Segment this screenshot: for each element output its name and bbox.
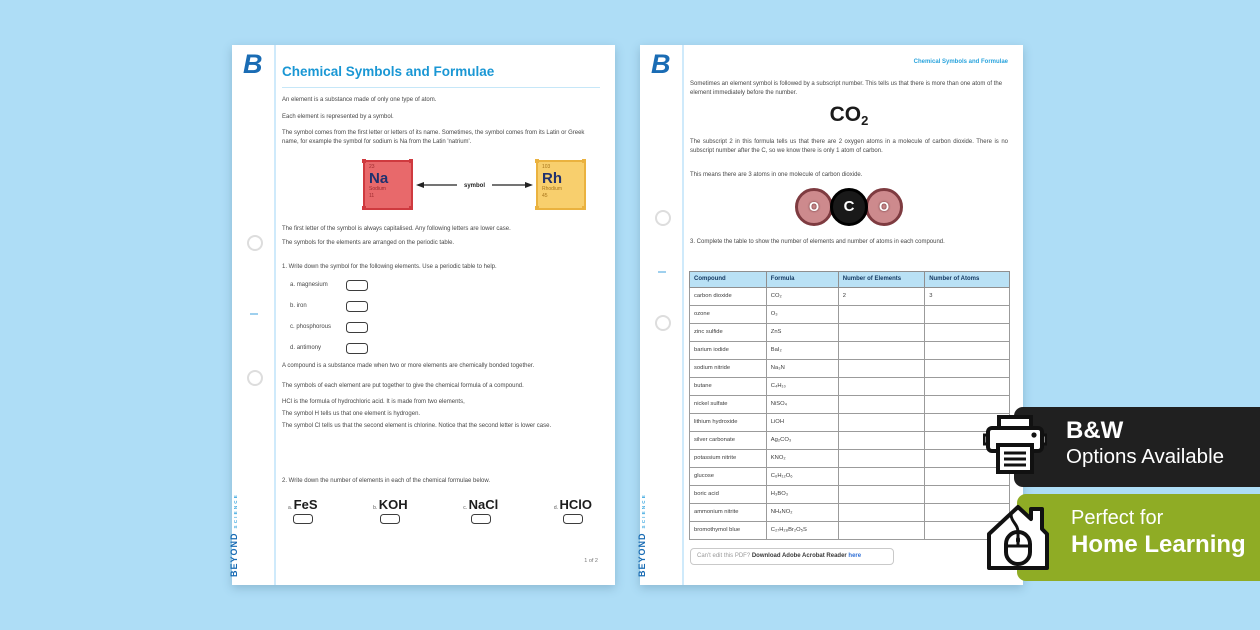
home-badge-text (1071, 507, 1246, 560)
paragraph: Each element is represented by a symbol. (282, 113, 394, 120)
formula-cell: ZnS (766, 324, 838, 342)
compound-cell: sodium nitride (690, 360, 767, 378)
question-1-row (290, 280, 600, 292)
compound-cell: ozone (690, 306, 767, 324)
pdf-note-action: Download Adobe Acrobat Reader (751, 553, 847, 559)
atoms-count-cell[interactable]: 3 (925, 288, 1010, 306)
compound-cell: bromothymol blue (690, 522, 767, 540)
table-head (690, 272, 1010, 288)
formula-cell: Ag₂CO₃ (766, 432, 838, 450)
question-3-prompt: 3. Complete the table to show the number of elements and number of atoms in each compound. (690, 239, 945, 245)
formula-cell: C₂₇H₂₈Br₂O₅S (766, 522, 838, 540)
item-letter: d. (290, 345, 296, 352)
symbol-connector (415, 180, 534, 190)
bw-badge-text (1066, 418, 1224, 471)
atoms-count-cell[interactable] (925, 342, 1010, 360)
element-symbol: Na (369, 169, 389, 187)
table-row (690, 324, 1010, 342)
compound-cell: boric acid (690, 486, 767, 504)
question-1-items (282, 280, 600, 355)
home-learning-icon (985, 500, 1051, 574)
elements-count-cell[interactable] (838, 486, 924, 504)
formula-cell: CO₂ (766, 288, 838, 306)
page-number: 1 of 2 (584, 558, 598, 565)
page-title: Chemical Symbols and Formulae (282, 64, 495, 79)
element-item-label (290, 344, 346, 353)
paragraph: This means there are 3 atoms in one molecule of carbon dioxide. (690, 172, 863, 178)
chemical-formula (373, 498, 408, 511)
home-badge-line1: Perfect for (1071, 507, 1164, 529)
formula-cell: O₃ (766, 306, 838, 324)
question-2-items (282, 498, 600, 524)
hole-punch-mark (247, 370, 263, 386)
atomic-number: 45 (542, 192, 548, 199)
answer-box[interactable] (293, 514, 313, 524)
periodic-tile-sodium (363, 160, 413, 210)
compound-cell: lithium hydroxide (690, 414, 767, 432)
formula-cell: C₆H₁₂O₆ (766, 468, 838, 486)
subscript-explainer (690, 138, 1008, 155)
compound-cell: glucose (690, 468, 767, 486)
table-header-cell: Formula (766, 272, 838, 288)
table-row (690, 486, 1010, 504)
beyond-logo-icon: B (243, 49, 263, 79)
formula-cell: BaI₂ (766, 342, 838, 360)
co2-molecule-diagram (690, 184, 1008, 230)
page2-content (690, 45, 1008, 585)
formula-main: CO (829, 103, 862, 126)
answer-box[interactable] (346, 280, 368, 291)
brand-subname: SCIENCE (641, 493, 646, 529)
item-name: iron (296, 303, 307, 310)
item-letter: c. (463, 504, 468, 511)
answer-box[interactable] (346, 301, 368, 312)
brand-subname: SCIENCE (233, 493, 238, 529)
question-1-prompt: 1. Write down the symbol for the following elements. Use a periodic table to help. (282, 264, 497, 270)
answer-box[interactable] (563, 514, 583, 524)
formula-item (554, 498, 592, 524)
home-badge-line2: Home Learning (1071, 531, 1246, 558)
worksheet-page-2 (637, 45, 1023, 585)
compound-cell: zinc sulfide (690, 324, 767, 342)
bw-options-badge (1014, 407, 1260, 487)
table-row (690, 414, 1010, 432)
item-letter: c. (290, 324, 295, 331)
elements-count-cell[interactable] (838, 468, 924, 486)
elements-count-cell[interactable] (838, 378, 924, 396)
elements-count-cell[interactable] (838, 450, 924, 468)
mass-number: 103 (542, 164, 551, 170)
title-divider (282, 87, 600, 88)
paragraph: The symbols of each element are put together to give the chemical formula of a compound. (282, 382, 524, 389)
elements-count-cell[interactable] (838, 522, 924, 540)
printer-icon (983, 414, 1047, 478)
formula-item (373, 498, 408, 524)
chemical-formula (554, 498, 592, 511)
atoms-count-cell[interactable] (925, 396, 1010, 414)
atoms-count-cell[interactable] (925, 360, 1010, 378)
paragraph: An element is a substance made of only one type of atom. (282, 97, 437, 103)
beyond-logo-icon: B (651, 49, 671, 79)
hcl-paragraphs (282, 398, 600, 435)
paragraph: The symbols for the elements are arranged on the periodic table. (282, 239, 455, 246)
formula-subscript: 2 (861, 113, 869, 128)
question-1-row (290, 322, 600, 334)
compound-cell: potassium nitrite (690, 450, 767, 468)
chemical-formula (288, 498, 318, 511)
mass-number: 23 (369, 164, 375, 170)
formula-text: KOH (378, 496, 408, 512)
formula-cell: NiSO₄ (766, 396, 838, 414)
oxygen-atom-icon: O (865, 188, 903, 226)
chemical-formula (463, 498, 498, 511)
formula-text: NaCl (468, 496, 499, 512)
brand-name: BEYOND (637, 532, 647, 577)
element-name: Rhodium (542, 186, 563, 193)
binder-dash (658, 271, 666, 273)
formula-cell: KNO₂ (766, 450, 838, 468)
item-letter: b. (290, 303, 296, 310)
formula-cell: H₃BO₃ (766, 486, 838, 504)
atoms-count-cell[interactable] (925, 378, 1010, 396)
hole-punch-mark (655, 210, 671, 226)
item-letter: b. (373, 504, 378, 511)
elements-count-cell[interactable] (838, 396, 924, 414)
here-link[interactable]: here (848, 553, 862, 559)
compound-table (689, 271, 1010, 540)
paragraph: The symbol Cl tells us that the second element is chlorine. Notice that the second letter is lower case. (282, 423, 552, 430)
formula-text: HClO (559, 496, 592, 512)
item-name: antimony (296, 345, 322, 352)
subscript-intro (690, 80, 1008, 97)
element-item-label (290, 323, 346, 332)
formula-item (288, 498, 318, 524)
compound-cell: barium iodide (690, 342, 767, 360)
answer-box[interactable] (380, 514, 400, 524)
compound-cell: carbon dioxide (690, 288, 767, 306)
formula-item (463, 498, 498, 524)
table-row (690, 432, 1010, 450)
atoms-count-cell[interactable] (925, 306, 1010, 324)
formula-cell: Na₃N (766, 360, 838, 378)
atoms-note (690, 171, 1008, 180)
answer-box[interactable] (346, 322, 368, 333)
compound-cell: butane (690, 378, 767, 396)
periodic-tile-rhodium (536, 160, 586, 210)
worksheet-page-1 (229, 45, 615, 585)
elements-count-cell[interactable] (838, 342, 924, 360)
co2-formula (690, 104, 1008, 127)
elements-count-cell[interactable] (838, 414, 924, 432)
margin-rule (682, 45, 684, 585)
formula-text: FeS (293, 496, 318, 512)
elements-count-cell[interactable] (838, 306, 924, 324)
table-header-cell: Number of Atoms (925, 272, 1010, 288)
paragraph: HCl is the formula of hydrochloric acid. It is made from two elements, (282, 399, 465, 405)
bw-badge-line1: B&W (1066, 417, 1124, 444)
table-body (690, 288, 1010, 540)
table-row (690, 522, 1010, 540)
hole-punch-mark (247, 235, 263, 251)
intro-paragraphs (282, 96, 600, 147)
running-header: Chemical Symbols and Formulae (913, 59, 1008, 65)
question-2-prompt: 2. Write down the number of elements in each of the chemical formulae below. (282, 478, 490, 484)
element-item-label (290, 302, 346, 311)
table-header-cell: Number of Elements (838, 272, 924, 288)
home-learning-badge (1017, 494, 1260, 581)
table-row (690, 360, 1010, 378)
table-row (690, 378, 1010, 396)
paragraph: The subscript 2 in this formula tells us that there are 2 oxygen atoms in a molecule of carbon dioxide. There is no subscript number after the C, so we know there is only 1 atom of carbon. (690, 139, 1008, 154)
symbol-rules (282, 225, 600, 252)
element-symbol: Rh (542, 169, 562, 187)
table-row (690, 468, 1010, 486)
table-row (690, 504, 1010, 522)
pdf-note (690, 548, 894, 565)
element-name: Sodium (369, 186, 386, 193)
table-row (690, 288, 1010, 306)
brand-vertical-text (633, 493, 649, 577)
elements-count-cell[interactable] (838, 504, 924, 522)
paragraph: The symbol H tells us that one element is hydrogen. (282, 411, 421, 418)
element-symbol-diagram (282, 157, 600, 215)
compound-cell: silver carbonate (690, 432, 767, 450)
page1-content (282, 45, 600, 585)
compound-cell: nickel sulfate (690, 396, 767, 414)
question-1-row (290, 343, 600, 355)
brand-vertical-text (225, 493, 241, 577)
compound-cell: ammonium nitrite (690, 504, 767, 522)
table-row (690, 396, 1010, 414)
item-name: phosphorous (296, 324, 332, 331)
question-2 (282, 477, 600, 524)
answer-box[interactable] (346, 343, 368, 354)
binder-dash (250, 313, 258, 315)
atoms-count-cell[interactable] (925, 324, 1010, 342)
elements-count-cell[interactable]: 2 (838, 288, 924, 306)
margin-rule (274, 45, 276, 585)
formula-cell: LiOH (766, 414, 838, 432)
question-1 (282, 263, 600, 364)
paragraph: A compound is a substance made when two or more elements are chemically bonded together. (282, 363, 535, 369)
oxygen-atom-icon: O (795, 188, 833, 226)
elements-count-cell[interactable] (838, 360, 924, 378)
table-header-cell: Compound (690, 272, 767, 288)
compound-paragraphs (282, 362, 600, 401)
carbon-atom-icon: C (830, 188, 868, 226)
elements-count-cell[interactable] (838, 432, 924, 450)
atomic-number: 11 (369, 192, 375, 199)
formula-cell: C₄H₁₀ (766, 378, 838, 396)
question-1-row (290, 301, 600, 313)
table-row (690, 342, 1010, 360)
question-3 (690, 238, 1008, 247)
hole-punch-mark (655, 315, 671, 331)
paragraph: Sometimes an element symbol is followed by a subscript number. This tells us that there is more than one atom of the element immediately before the number. (690, 81, 1003, 96)
answer-box[interactable] (471, 514, 491, 524)
brand-name: BEYOND (229, 532, 239, 577)
item-letter: d. (553, 504, 558, 511)
element-item-label (290, 281, 346, 290)
connector-label: symbol (463, 182, 485, 189)
paragraph: The symbol comes from the first letter or letters of its name. Sometimes, the symbol comes from its Latin or Greek name, for example the symbol for sodium is Na from the Latin 'natrium'. (282, 130, 585, 146)
formula-cell: NH₄NO₂ (766, 504, 838, 522)
pdf-note-question: Can't edit this PDF? (697, 553, 751, 559)
elements-count-cell[interactable] (838, 324, 924, 342)
table-header-row (690, 272, 1010, 288)
paragraph: The first letter of the symbol is always capitalised. Any following letters are lower case. (282, 226, 511, 232)
table-row (690, 450, 1010, 468)
table-row (690, 306, 1010, 324)
item-letter: a. (288, 504, 293, 511)
item-name: magnesium (296, 282, 328, 289)
item-letter: a. (290, 282, 296, 289)
bw-badge-line2: Options Available (1066, 445, 1225, 469)
